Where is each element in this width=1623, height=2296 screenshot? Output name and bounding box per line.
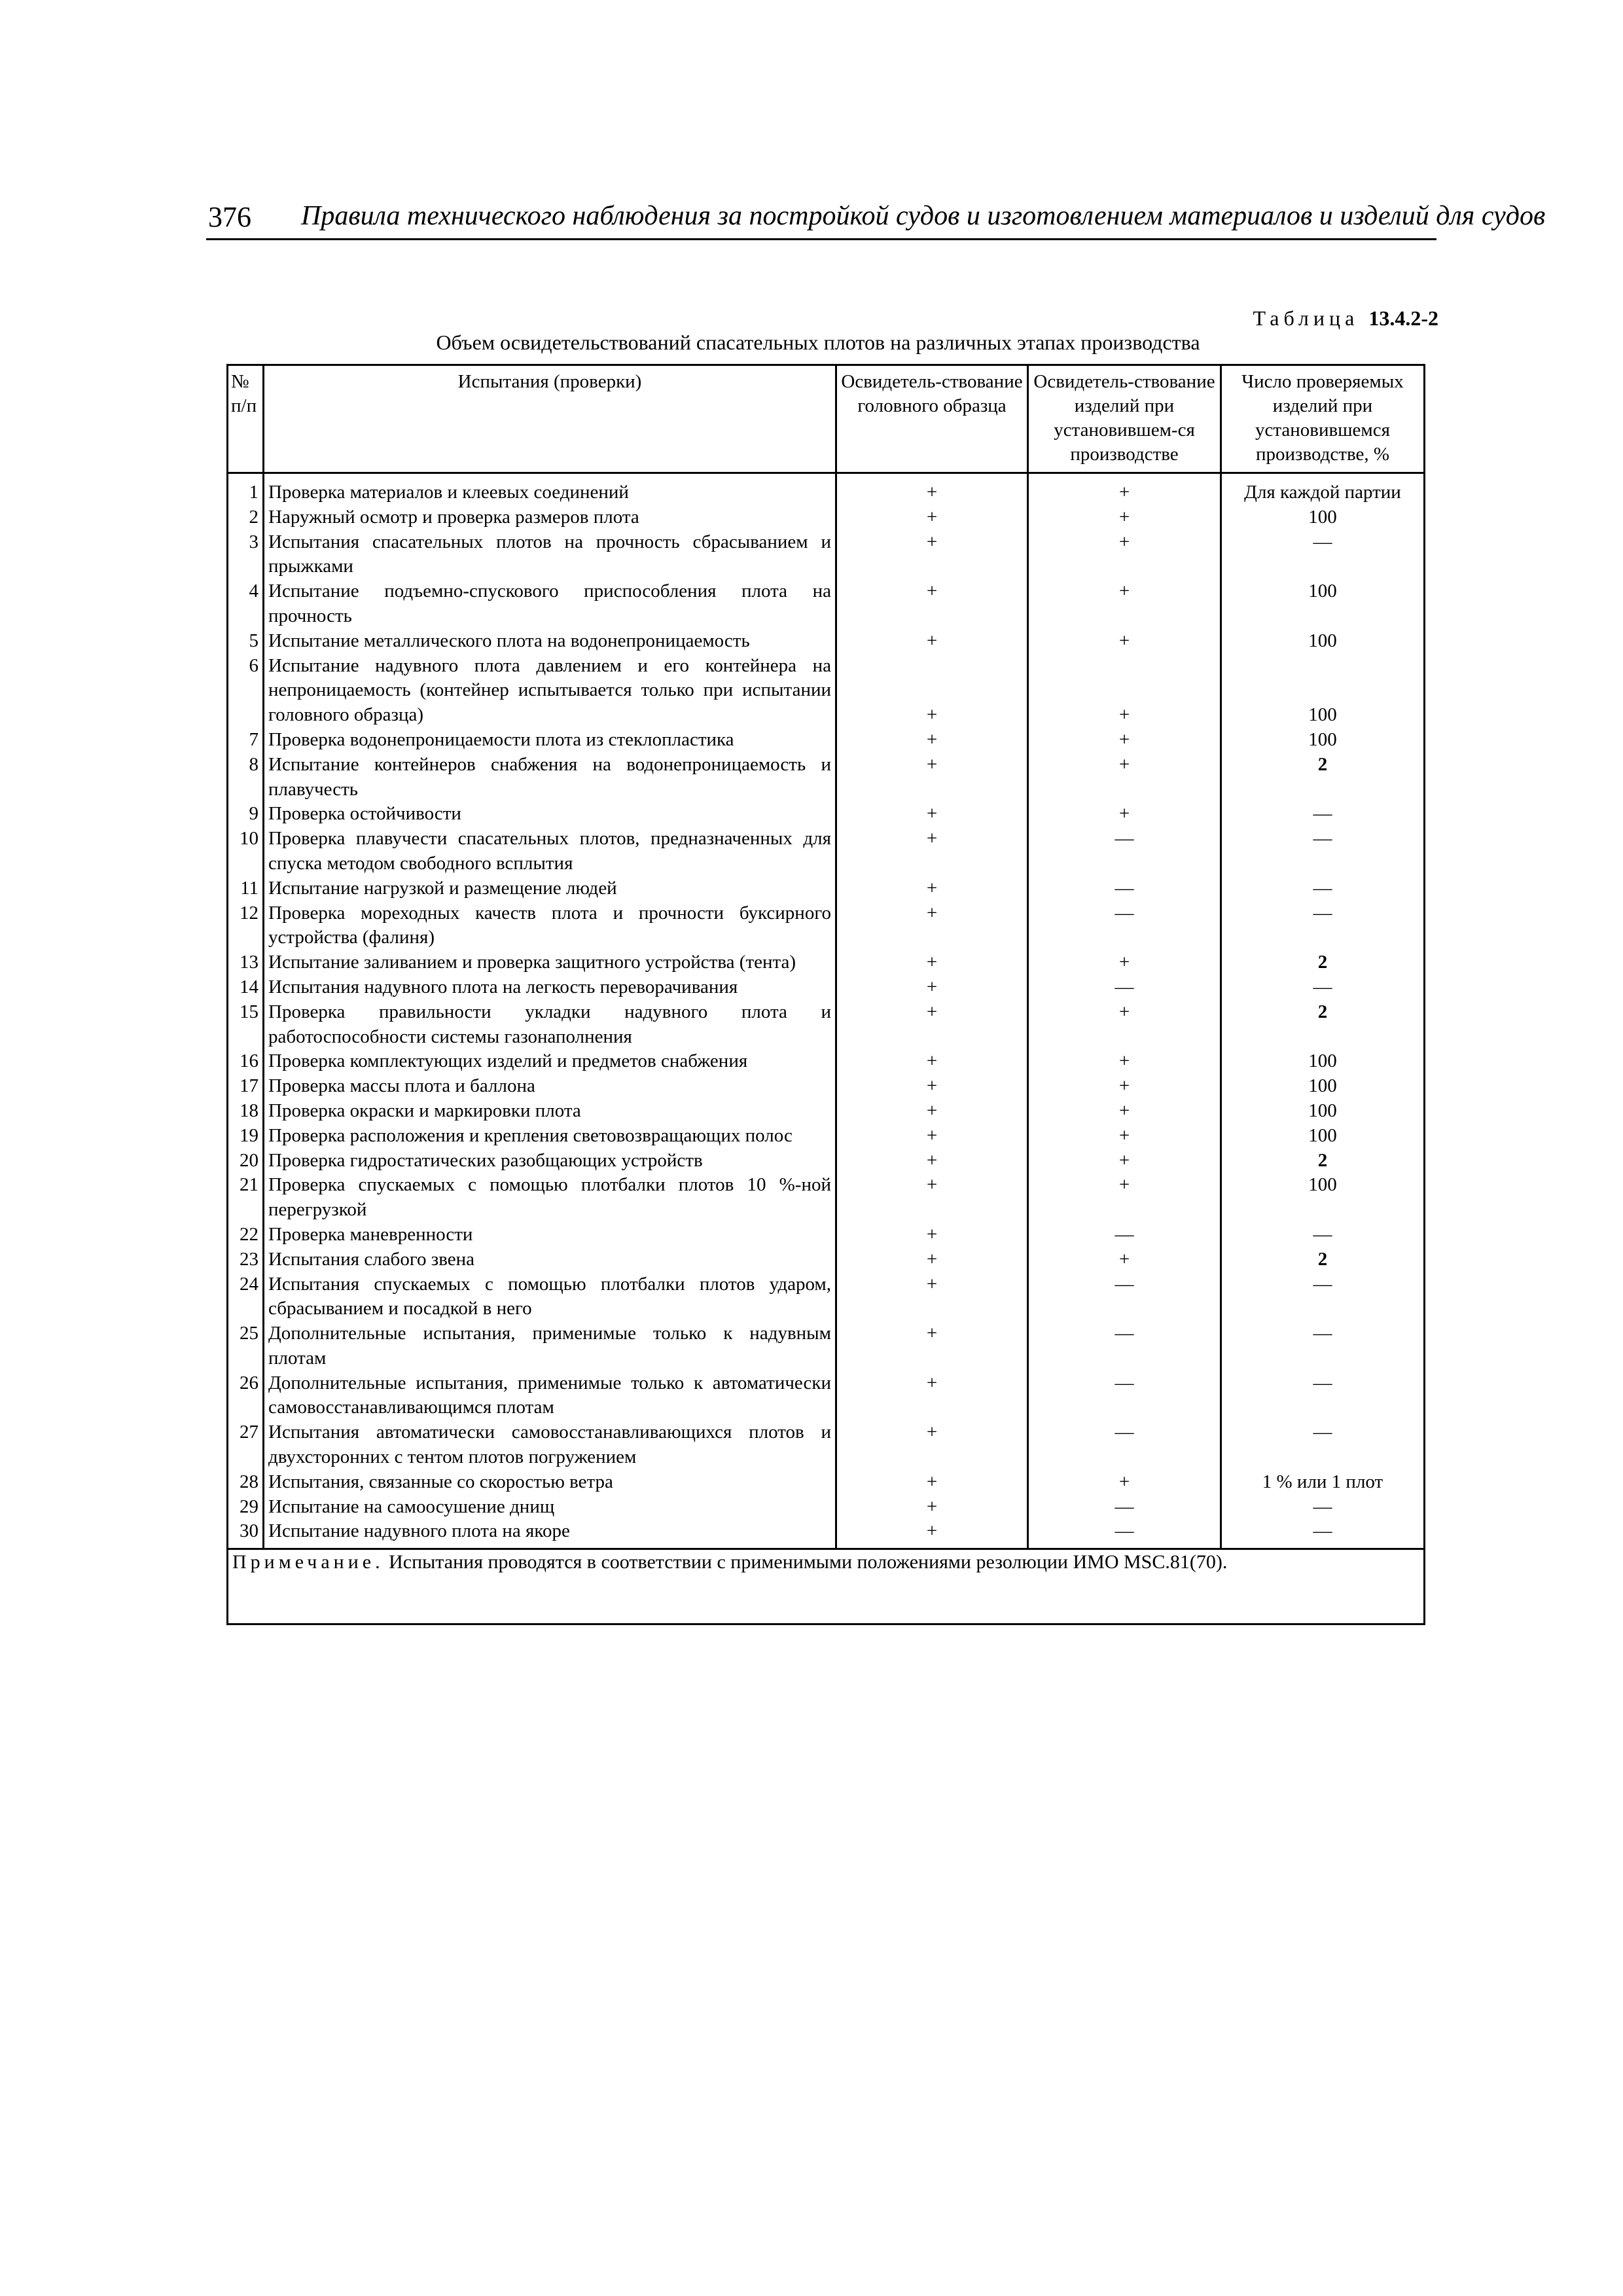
row-prototype-mark: + bbox=[836, 1519, 1028, 1549]
row-prototype-mark: + bbox=[836, 1099, 1028, 1124]
row-serial-mark: — bbox=[1028, 1519, 1221, 1549]
table-row bbox=[228, 629, 1425, 654]
row-number: 19 bbox=[228, 1124, 264, 1149]
row-percent: — bbox=[1221, 1420, 1425, 1470]
table-label bbox=[1253, 306, 1438, 331]
row-test-name: Испытание надувного плота на якоре bbox=[264, 1519, 836, 1549]
row-percent: 2 bbox=[1221, 753, 1425, 802]
table-row bbox=[228, 753, 1425, 802]
note-row bbox=[228, 1549, 1425, 1624]
row-number: 27 bbox=[228, 1420, 264, 1470]
row-number: 2 bbox=[228, 505, 264, 530]
table-row bbox=[228, 579, 1425, 629]
row-number: 26 bbox=[228, 1371, 264, 1421]
row-number: 12 bbox=[228, 901, 264, 951]
row-test-name: Проверка гидростатических разобщающих устройств bbox=[264, 1149, 836, 1174]
row-test-name: Проверка окраски и маркировки плота bbox=[264, 1099, 836, 1124]
row-test-name: Испытание контейнеров снабжения на водонепроницаемость и плавучесть bbox=[264, 753, 836, 802]
row-serial-mark: — bbox=[1028, 827, 1221, 876]
row-percent: 1 % или 1 плот bbox=[1221, 1470, 1425, 1495]
table-row bbox=[228, 1371, 1425, 1421]
table-row bbox=[228, 1470, 1425, 1495]
row-serial-mark: — bbox=[1028, 1371, 1221, 1421]
table-row bbox=[228, 1272, 1425, 1322]
row-prototype-mark: + bbox=[836, 728, 1028, 753]
row-percent: — bbox=[1221, 1519, 1425, 1549]
note-cell bbox=[228, 1549, 1425, 1624]
page-header bbox=[206, 198, 1546, 240]
row-serial-mark: + bbox=[1028, 1074, 1221, 1099]
row-prototype-mark: + bbox=[836, 1247, 1028, 1272]
row-number: 29 bbox=[228, 1495, 264, 1520]
row-prototype-mark: + bbox=[836, 1272, 1028, 1322]
row-prototype-mark: + bbox=[836, 1371, 1028, 1421]
row-serial-mark: + bbox=[1028, 1149, 1221, 1174]
row-percent: — bbox=[1221, 827, 1425, 876]
row-serial-mark: + bbox=[1028, 629, 1221, 654]
row-serial-mark: + bbox=[1028, 505, 1221, 530]
row-test-name: Проверка правильности укладки надувного плота и работоспособности системы газонаполнения bbox=[264, 1000, 836, 1050]
table-row bbox=[228, 950, 1425, 975]
row-number: 10 bbox=[228, 827, 264, 876]
row-test-name: Испытание надувного плота давлением и его контейнера на непроницаемость (контейнер испытывается только при испытании головного образца) bbox=[264, 654, 836, 728]
row-serial-mark: — bbox=[1028, 1223, 1221, 1247]
row-prototype-mark: + bbox=[836, 1223, 1028, 1247]
table-row bbox=[228, 1247, 1425, 1272]
row-prototype-mark: + bbox=[836, 1000, 1028, 1050]
page-number: 376 bbox=[208, 201, 251, 233]
table-number: 13.4.2-2 bbox=[1368, 306, 1438, 330]
row-percent: — bbox=[1221, 1371, 1425, 1421]
row-serial-mark: — bbox=[1028, 1272, 1221, 1322]
row-test-name: Проверка комплектующих изделий и предметов снабжения bbox=[264, 1049, 836, 1074]
row-test-name: Испытание подъемно-спускового приспособления плота на прочность bbox=[264, 579, 836, 629]
row-serial-mark: + bbox=[1028, 579, 1221, 629]
row-test-name: Испытание нагрузкой и размещение людей bbox=[264, 876, 836, 901]
row-prototype-mark: + bbox=[836, 950, 1028, 975]
row-prototype-mark: + bbox=[836, 753, 1028, 802]
row-number: 24 bbox=[228, 1272, 264, 1322]
row-percent: 100 bbox=[1221, 728, 1425, 753]
row-percent: 100 bbox=[1221, 505, 1425, 530]
table-row bbox=[228, 530, 1425, 580]
row-percent: 100 bbox=[1221, 1099, 1425, 1124]
row-percent: — bbox=[1221, 1321, 1425, 1371]
row-prototype-mark: + bbox=[836, 1149, 1028, 1174]
table-row bbox=[228, 1519, 1425, 1549]
row-prototype-mark: + bbox=[836, 1173, 1028, 1223]
row-serial-mark: + bbox=[1028, 950, 1221, 975]
row-serial-mark: + bbox=[1028, 530, 1221, 580]
row-percent: 100 bbox=[1221, 1074, 1425, 1099]
row-test-name: Испытания надувного плота на легкость переворачивания bbox=[264, 975, 836, 1000]
row-number: 18 bbox=[228, 1099, 264, 1124]
row-number: 11 bbox=[228, 876, 264, 901]
row-prototype-mark: + bbox=[836, 654, 1028, 728]
row-number: 17 bbox=[228, 1074, 264, 1099]
row-serial-mark: — bbox=[1028, 975, 1221, 1000]
column-header-number: № п/п bbox=[228, 365, 264, 473]
row-percent: 100 bbox=[1221, 1173, 1425, 1223]
row-prototype-mark: + bbox=[836, 1074, 1028, 1099]
row-percent: — bbox=[1221, 876, 1425, 901]
row-prototype-mark: + bbox=[836, 530, 1028, 580]
row-number: 25 bbox=[228, 1321, 264, 1371]
inspection-table bbox=[226, 364, 1425, 1625]
row-percent: 100 bbox=[1221, 629, 1425, 654]
row-test-name: Проверка маневренности bbox=[264, 1223, 836, 1247]
table-row bbox=[228, 1149, 1425, 1174]
row-prototype-mark: + bbox=[836, 1420, 1028, 1470]
table-caption: Объем освидетельствований спасательных плотов на различных этапах производства bbox=[436, 331, 1200, 354]
note-label: Примечание. bbox=[232, 1551, 384, 1573]
row-number: 1 bbox=[228, 473, 264, 505]
table-row bbox=[228, 1223, 1425, 1247]
table-row bbox=[228, 505, 1425, 530]
row-serial-mark: — bbox=[1028, 901, 1221, 951]
table-row bbox=[228, 1420, 1425, 1470]
row-percent: — bbox=[1221, 901, 1425, 951]
row-serial-mark: + bbox=[1028, 473, 1221, 505]
row-number: 21 bbox=[228, 1173, 264, 1223]
row-prototype-mark: + bbox=[836, 473, 1028, 505]
table-row bbox=[228, 1049, 1425, 1074]
table-row bbox=[228, 654, 1425, 728]
row-percent: — bbox=[1221, 1223, 1425, 1247]
row-percent: — bbox=[1221, 975, 1425, 1000]
row-prototype-mark: + bbox=[836, 1124, 1028, 1149]
row-percent: — bbox=[1221, 1272, 1425, 1322]
row-serial-mark: — bbox=[1028, 876, 1221, 901]
row-number: 13 bbox=[228, 950, 264, 975]
table-row bbox=[228, 1099, 1425, 1124]
row-percent: 100 bbox=[1221, 1049, 1425, 1074]
row-test-name: Наружный осмотр и проверка размеров плота bbox=[264, 505, 836, 530]
table-row bbox=[228, 802, 1425, 827]
row-serial-mark: + bbox=[1028, 1173, 1221, 1223]
column-header-serial: Освидетель-ствование изделий при установившем-ся производстве bbox=[1028, 365, 1221, 473]
row-number: 8 bbox=[228, 753, 264, 802]
column-header-prototype: Освидетель-ствование головного образца bbox=[836, 365, 1028, 473]
row-number: 30 bbox=[228, 1519, 264, 1549]
table-row bbox=[228, 827, 1425, 876]
row-number: 23 bbox=[228, 1247, 264, 1272]
row-serial-mark: + bbox=[1028, 1099, 1221, 1124]
table-row bbox=[228, 1074, 1425, 1099]
row-number: 7 bbox=[228, 728, 264, 753]
row-percent: 2 bbox=[1221, 950, 1425, 975]
table-row bbox=[228, 728, 1425, 753]
row-test-name: Дополнительные испытания, применимые только к надувным плотам bbox=[264, 1321, 836, 1371]
row-test-name: Проверка мореходных качеств плота и прочности буксирного устройства (фалиня) bbox=[264, 901, 836, 951]
table-row bbox=[228, 876, 1425, 901]
row-test-name: Испытания, связанные со скоростью ветра bbox=[264, 1470, 836, 1495]
row-test-name: Проверка плавучести спасательных плотов, предназначенных для спуска методом свободного всплытия bbox=[264, 827, 836, 876]
row-percent: 100 bbox=[1221, 654, 1425, 728]
row-serial-mark: — bbox=[1028, 1495, 1221, 1520]
row-number: 9 bbox=[228, 802, 264, 827]
row-percent: Для каждой партии bbox=[1221, 473, 1425, 505]
row-test-name: Испытания автоматически самовосстанавливающихся плотов и двухсторонних с тентом плотов погружением bbox=[264, 1420, 836, 1470]
table-row bbox=[228, 473, 1425, 505]
row-serial-mark: — bbox=[1028, 1420, 1221, 1470]
row-percent: — bbox=[1221, 530, 1425, 580]
row-percent: 100 bbox=[1221, 1124, 1425, 1149]
row-prototype-mark: + bbox=[836, 629, 1028, 654]
row-percent: 2 bbox=[1221, 1247, 1425, 1272]
row-test-name: Испытания спускаемых с помощью плотбалки плотов ударом, сбрасыванием и посадкой в него bbox=[264, 1272, 836, 1322]
row-test-name: Испытания слабого звена bbox=[264, 1247, 836, 1272]
row-prototype-mark: + bbox=[836, 802, 1028, 827]
row-number: 28 bbox=[228, 1470, 264, 1495]
row-percent: 2 bbox=[1221, 1000, 1425, 1050]
table-row bbox=[228, 1495, 1425, 1520]
row-serial-mark: — bbox=[1028, 1321, 1221, 1371]
row-number: 5 bbox=[228, 629, 264, 654]
row-prototype-mark: + bbox=[836, 1495, 1028, 1520]
row-test-name: Проверка остойчивости bbox=[264, 802, 836, 827]
row-test-name: Испытание на самоосушение днищ bbox=[264, 1495, 836, 1520]
table-row bbox=[228, 1000, 1425, 1050]
row-serial-mark: + bbox=[1028, 1124, 1221, 1149]
row-prototype-mark: + bbox=[836, 975, 1028, 1000]
row-prototype-mark: + bbox=[836, 1470, 1028, 1495]
row-serial-mark: + bbox=[1028, 802, 1221, 827]
row-number: 16 bbox=[228, 1049, 264, 1074]
row-number: 22 bbox=[228, 1223, 264, 1247]
table-header-row bbox=[228, 365, 1425, 473]
row-percent: 2 bbox=[1221, 1149, 1425, 1174]
row-number: 6 bbox=[228, 654, 264, 728]
row-serial-mark: + bbox=[1028, 728, 1221, 753]
row-serial-mark: + bbox=[1028, 1049, 1221, 1074]
row-number: 4 bbox=[228, 579, 264, 629]
row-test-name: Проверка спускаемых с помощью плотбалки плотов 10 %-ной перегрузкой bbox=[264, 1173, 836, 1223]
row-test-name: Проверка водонепроницаемости плота из стеклопластика bbox=[264, 728, 836, 753]
table-row bbox=[228, 901, 1425, 951]
row-serial-mark: + bbox=[1028, 1000, 1221, 1050]
column-header-tests: Испытания (проверки) bbox=[264, 365, 836, 473]
table-row bbox=[228, 1124, 1425, 1149]
row-test-name: Проверка расположения и крепления световозвращающих полос bbox=[264, 1124, 836, 1149]
running-title: Правила технического наблюдения за постройкой судов и изготовлением материалов и изделий для судов bbox=[301, 201, 1546, 231]
row-serial-mark: + bbox=[1028, 753, 1221, 802]
row-prototype-mark: + bbox=[836, 827, 1028, 876]
row-prototype-mark: + bbox=[836, 579, 1028, 629]
row-test-name: Проверка массы плота и баллона bbox=[264, 1074, 836, 1099]
table-label-word: Таблица bbox=[1253, 306, 1359, 330]
row-test-name: Испытание металлического плота на водонепроницаемость bbox=[264, 629, 836, 654]
row-test-name: Дополнительные испытания, применимые только к автоматически самовосстанавливающимся плотам bbox=[264, 1371, 836, 1421]
row-percent: 100 bbox=[1221, 579, 1425, 629]
table-row bbox=[228, 975, 1425, 1000]
table-row bbox=[228, 1321, 1425, 1371]
table-body bbox=[228, 473, 1425, 1549]
row-prototype-mark: + bbox=[836, 876, 1028, 901]
row-number: 14 bbox=[228, 975, 264, 1000]
row-prototype-mark: + bbox=[836, 901, 1028, 951]
row-number: 20 bbox=[228, 1149, 264, 1174]
row-number: 3 bbox=[228, 530, 264, 580]
row-prototype-mark: + bbox=[836, 505, 1028, 530]
table-row bbox=[228, 1173, 1425, 1223]
column-header-percent: Число проверяемых изделий при установившемся производстве, % bbox=[1221, 365, 1425, 473]
row-percent: — bbox=[1221, 1495, 1425, 1520]
row-serial-mark: + bbox=[1028, 654, 1221, 728]
row-number: 15 bbox=[228, 1000, 264, 1050]
row-percent: — bbox=[1221, 802, 1425, 827]
row-serial-mark: + bbox=[1028, 1247, 1221, 1272]
row-test-name: Проверка материалов и клеевых соединений bbox=[264, 473, 836, 505]
note-text: Испытания проводятся в соответствии с применимыми положениями резолюции ИМО MSC.81(70). bbox=[383, 1551, 1228, 1573]
row-prototype-mark: + bbox=[836, 1321, 1028, 1371]
row-prototype-mark: + bbox=[836, 1049, 1028, 1074]
row-test-name: Испытания спасательных плотов на прочность сбрасыванием и прыжками bbox=[264, 530, 836, 580]
row-serial-mark: + bbox=[1028, 1470, 1221, 1495]
row-test-name: Испытание заливанием и проверка защитного устройства (тента) bbox=[264, 950, 836, 975]
